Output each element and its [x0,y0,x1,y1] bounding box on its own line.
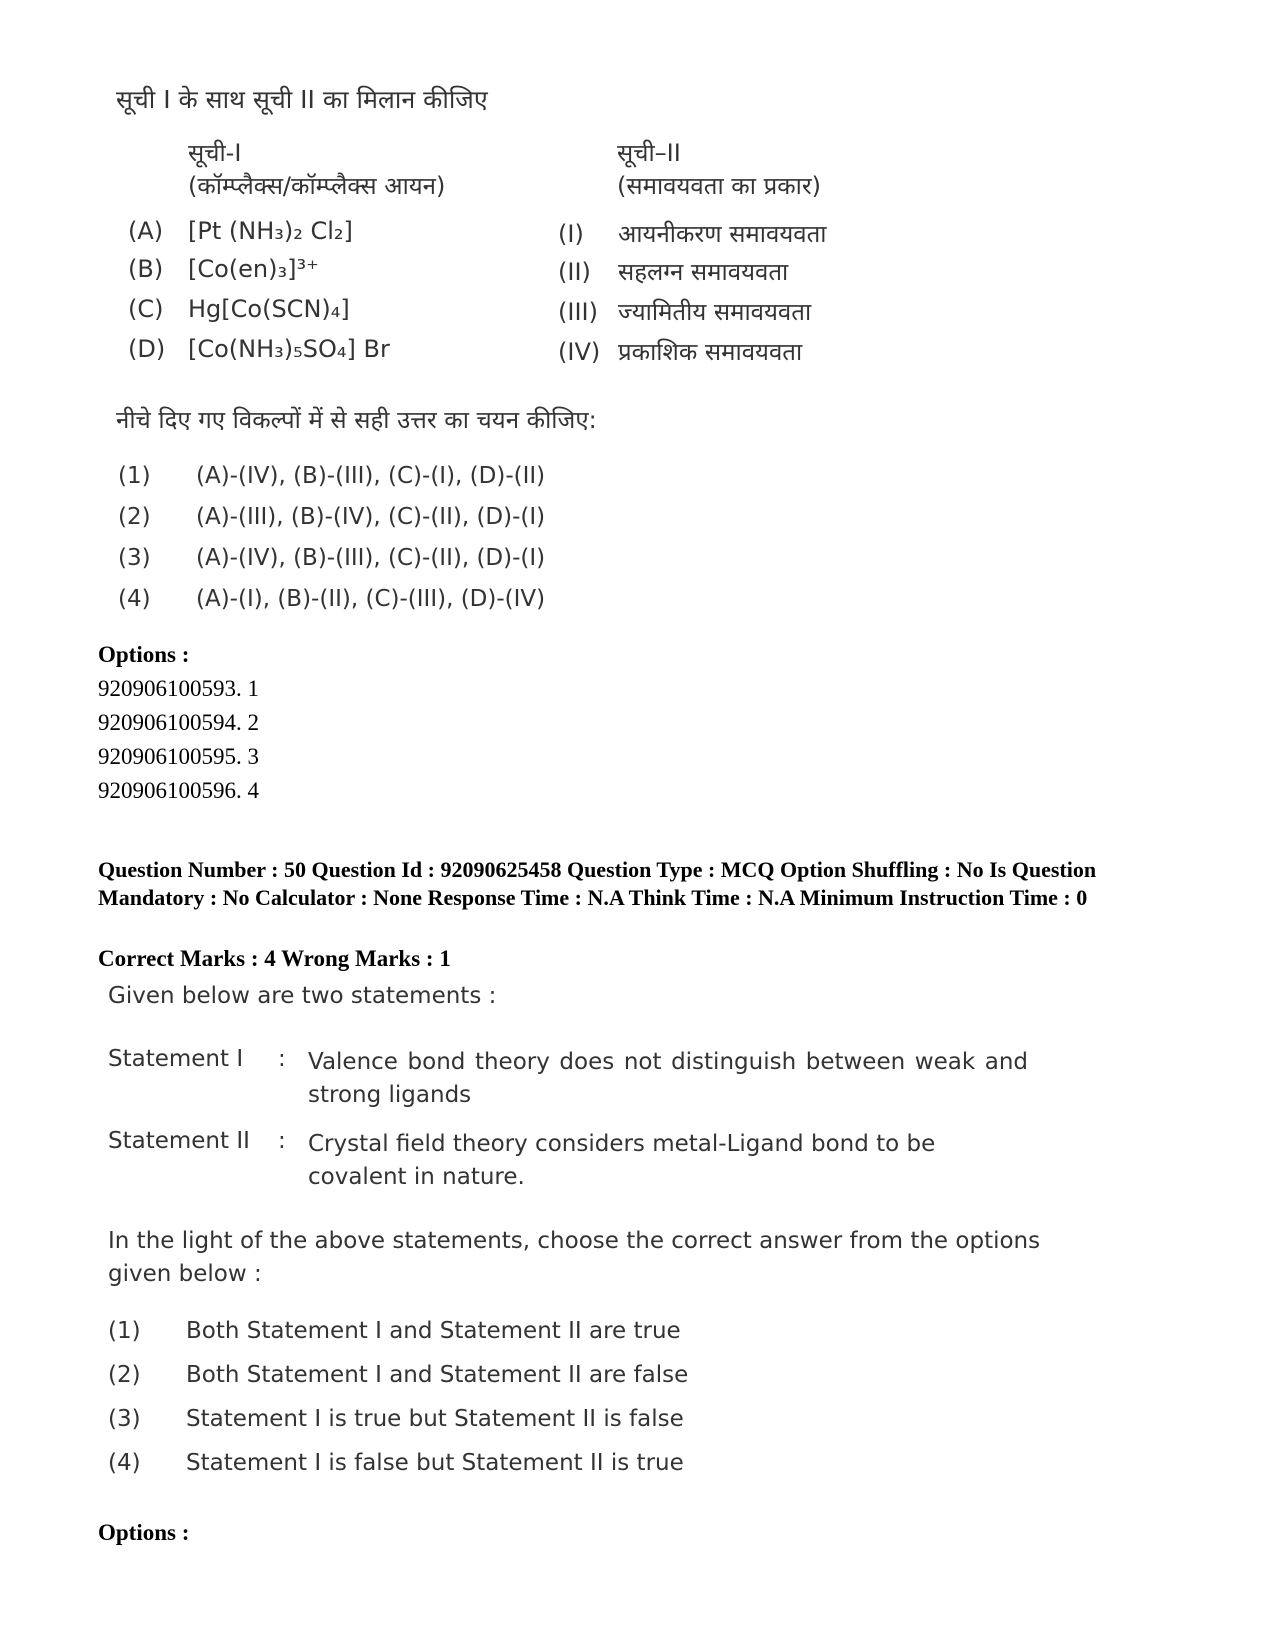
left-label: (A) [128,217,164,245]
list2-heading: सूची–II [617,139,681,167]
left-label: (D) [128,335,166,363]
match-row [128,255,319,293]
choice-text: Both Statement I and Statement II are false [186,1362,689,1388]
choice-text: (A)-(IV), (B)-(III), (C)-(II), (D)-(I) [196,545,546,571]
statement-label: Statement II [108,1128,250,1154]
choice-number: (1) [118,463,151,489]
option-id: 920906100593. 1 [98,676,259,701]
match-row-right [558,335,802,373]
marks-info: Correct Marks : 4 Wrong Marks : 1 [98,946,451,971]
choice-text: (A)-(I), (B)-(II), (C)-(III), (D)-(IV) [196,586,546,612]
match-row-right [558,255,788,293]
choice-number: (1) [108,1318,141,1344]
match-row [128,295,350,333]
list2-header [617,137,821,203]
statement-colon: : [278,1046,286,1072]
right-label: (IV) [558,338,601,366]
instruction-text: नीचे दिए गए विकल्पों में से सही उत्तर का चयन कीजिए: [116,406,597,434]
statement-text: Crystal field theory considers metal-Ligand bond to be covalent in nature. [308,1131,936,1190]
answer-choice [118,463,545,489]
question-title: सूची I के साथ सूची II का मिलान कीजिए [116,85,488,114]
question-meta: Question Number : 50 Question Id : 92090625458 Question Type : MCQ Option Shuffling : No Is Question Mandatory : No Calculator : None Response Time : N.A Think Time : N.A Minimum Instruction Time : 0 [98,857,1097,910]
match-row-right [558,217,827,255]
right-label: (III) [558,298,598,326]
right-text: सहलग्न समावयवता [618,258,789,286]
list1-header [188,137,445,203]
left-text: [Pt (NH₃)₂ Cl₂] [188,217,353,245]
left-text: [Co(NH₃)₅SO₄] Br [188,335,390,363]
statement-row [108,1128,1028,1194]
match-row [128,335,390,373]
statement-row [108,1046,1028,1112]
list2-subheading: (समावयवता का प्रकार) [617,172,822,200]
prompt-line: given below : [108,1261,262,1287]
answer-choice [118,545,545,571]
left-label: (C) [128,295,164,323]
choice-number: (4) [108,1450,141,1476]
answer-choice [108,1406,684,1432]
choice-number: (4) [118,586,151,612]
right-text: प्रकाशिक समावयवता [618,338,803,366]
left-text: [Co(en)₃]³⁺ [188,255,319,283]
options-heading: Options : [98,1520,190,1545]
prompt-line: In the light of the above statements, choose the correct answer from the options [108,1228,1041,1254]
right-label: (I) [558,220,584,248]
right-text: ज्यामितीय समावयवता [618,298,812,326]
choice-text: (A)-(III), (B)-(IV), (C)-(II), (D)-(I) [196,504,546,530]
match-row [128,217,353,255]
choice-text: (A)-(IV), (B)-(III), (C)-(I), (D)-(II) [196,463,546,489]
option-id: 920906100596. 4 [98,778,259,803]
choice-number: (2) [118,504,151,530]
left-label: (B) [128,255,164,283]
list1-subheading: (कॉम्प्लैक्स/कॉम्प्लैक्स आयन) [188,172,446,200]
statements-intro: Given below are two statements : [108,983,497,1009]
choice-text: Statement I is false but Statement II is true [186,1450,684,1476]
options-heading: Options : [98,642,190,667]
option-id: 920906100595. 3 [98,744,259,769]
option-id: 920906100594. 2 [98,710,259,735]
choice-number: (3) [108,1406,141,1432]
right-text: आयनीकरण समावयवता [618,220,827,248]
match-row-right [558,295,811,333]
answer-choice [118,504,545,530]
answer-choice [108,1362,688,1388]
left-text: Hg[Co(SCN)₄] [188,295,350,323]
statement-text: Valence bond theory does not distinguish between weak and strong ligands [308,1049,1028,1108]
choice-text: Both Statement I and Statement II are true [186,1318,681,1344]
right-label: (II) [558,258,591,286]
statement-label: Statement I [108,1046,244,1072]
choice-text: Statement I is true but Statement II is false [186,1406,684,1432]
choice-number: (2) [108,1362,141,1388]
answer-choice [118,586,545,612]
choice-number: (3) [118,545,151,571]
answer-choice [108,1318,681,1344]
answer-choice [108,1450,684,1476]
list1-heading: सूची-I [188,139,242,167]
statement-colon: : [278,1128,286,1154]
